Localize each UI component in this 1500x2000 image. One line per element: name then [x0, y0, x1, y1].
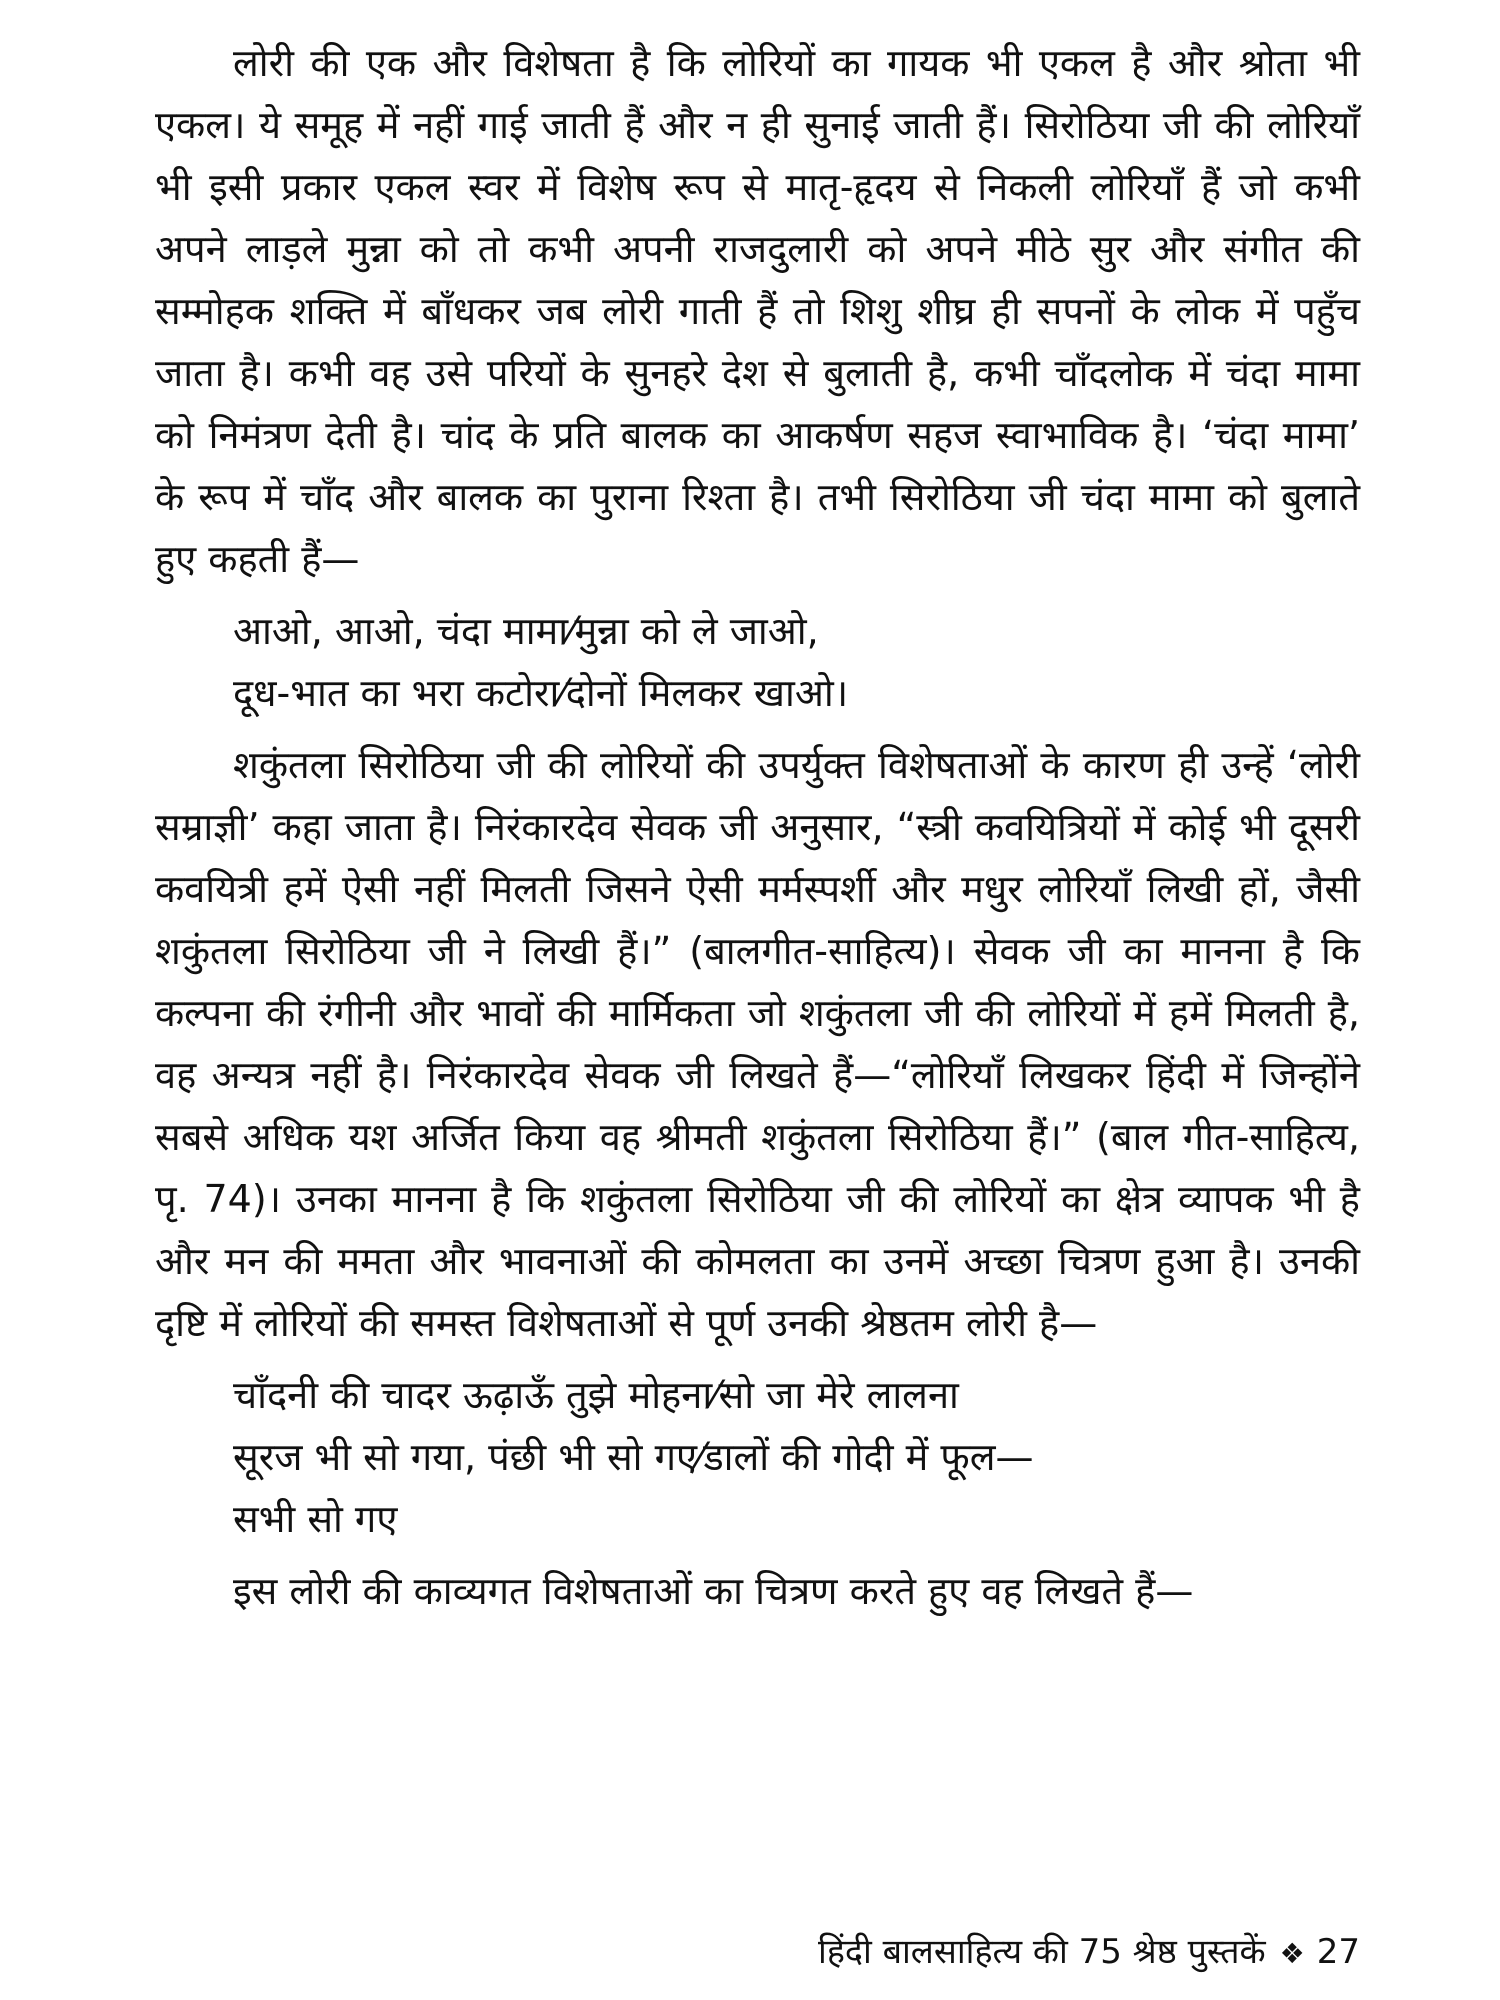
verse-block-2 — [233, 1364, 1360, 1550]
diamond-separator-icon: ❖ — [1279, 1937, 1305, 1970]
paragraph-2: शकुंतला सिरोठिया जी की लोरियों की उपर्युक्त विशेषताओं के कारण ही उन्हें ‘लोरी सम्राज्ञी’ कहा जाता है। निरंकारदेव सेवक जी अनुसार, “स्त्री कवयित्रियों में कोई भी दूसरी कवयित्री हमें ऐसी नहीं मिलती जिसने ऐसी मर्मस्पर्शी और मधुर लोरियाँ लिखी हों, जैसी शकुंतला सिरोठिया जी ने लिखी हैं।” (बालगीत-साहित्य)। सेवक जी का मानना है कि कल्पना की रंगीनी और भावों की मार्मिकता जो शकुंतला जी की लोरियों में हमें मिलती है, वह अन्यत्र नहीं है। निरंकारदेव सेवक जी लिखते हैं—“लोरियाँ लिखकर हिंदी में जिन्होंने सबसे अधिक यश अर्जित किया वह श्रीमती शकुंतला सिरोठिया हैं।” (बाल गीत-साहित्य, पृ. 74)। उनका मानना है कि शकुंतला सिरोठिया जी की लोरियों का क्षेत्र व्यापक भी है और मन की ममता और भावनाओं की कोमलता का उनमें अच्छा चित्रण हुआ है। उनकी दृष्टि में लोरियों की समस्त विशेषताओं से पूर्ण उनकी श्रेष्ठतम लोरी है— — [155, 743, 1360, 1345]
verse-line: सूरज भी सो गया, पंछी भी सो गए⁄डालों की गोदी में फूल— — [233, 1435, 1034, 1479]
paragraph-3: इस लोरी की काव्यगत विशेषताओं का चित्रण करते हुए वह लिखते हैं— — [233, 1569, 1194, 1613]
verse-line: दूध-भात का भरा कटोरा⁄दोनों मिलकर खाओ। — [233, 671, 849, 715]
paragraph-1: लोरी की एक और विशेषता है कि लोरियों का गायक भी एकल है और श्रोता भी एकल। ये समूह में नहीं गाई जाती हैं और न ही सुनाई जाती हैं। सिरोठिया जी की लोरियाँ भी इसी प्रकार एकल स्वर में विशेष रूप से मातृ-हृदय से निकली लोरियाँ हैं जो कभी अपने लाड़ले मुन्ना को तो कभी अपनी राजदुलारी को अपने मीठे सुर और संगीत की सम्मोहक शक्ति में बाँधकर जब लोरी गाती हैं तो शिशु शीघ्र ही सपनों के लोक में पहुँच जाता है। कभी वह उसे परियों के सुनहरे देश से बुलाती है, कभी चाँदलोक में चंदा मामा को निमंत्रण देती है। चांद के प्रति बालक का आकर्षण सहज स्वाभाविक है। ‘चंदा मामा’ के रूप में चाँद और बालक का पुराना रिश्ता है। तभी सिरोठिया जी चंदा मामा को बुलाते हुए कहती हैं— — [155, 41, 1360, 581]
page-number: 27 — [1316, 1932, 1360, 1972]
page-footer — [818, 1930, 1360, 1976]
verse-line: आओ, आओ, चंदा मामा⁄मुन्ना को ले जाओ, — [233, 609, 819, 653]
verse-line: सभी सो गए — [233, 1497, 398, 1541]
verse-line: चाँदनी की चादर ऊढ़ाऊँ तुझे मोहना⁄सो जा मेरे लालना — [233, 1373, 959, 1417]
footer-book-title: हिंदी बालसाहित्य की 75 श्रेष्ठ पुस्तकें — [818, 1932, 1266, 1972]
verse-block-1 — [233, 600, 1360, 724]
